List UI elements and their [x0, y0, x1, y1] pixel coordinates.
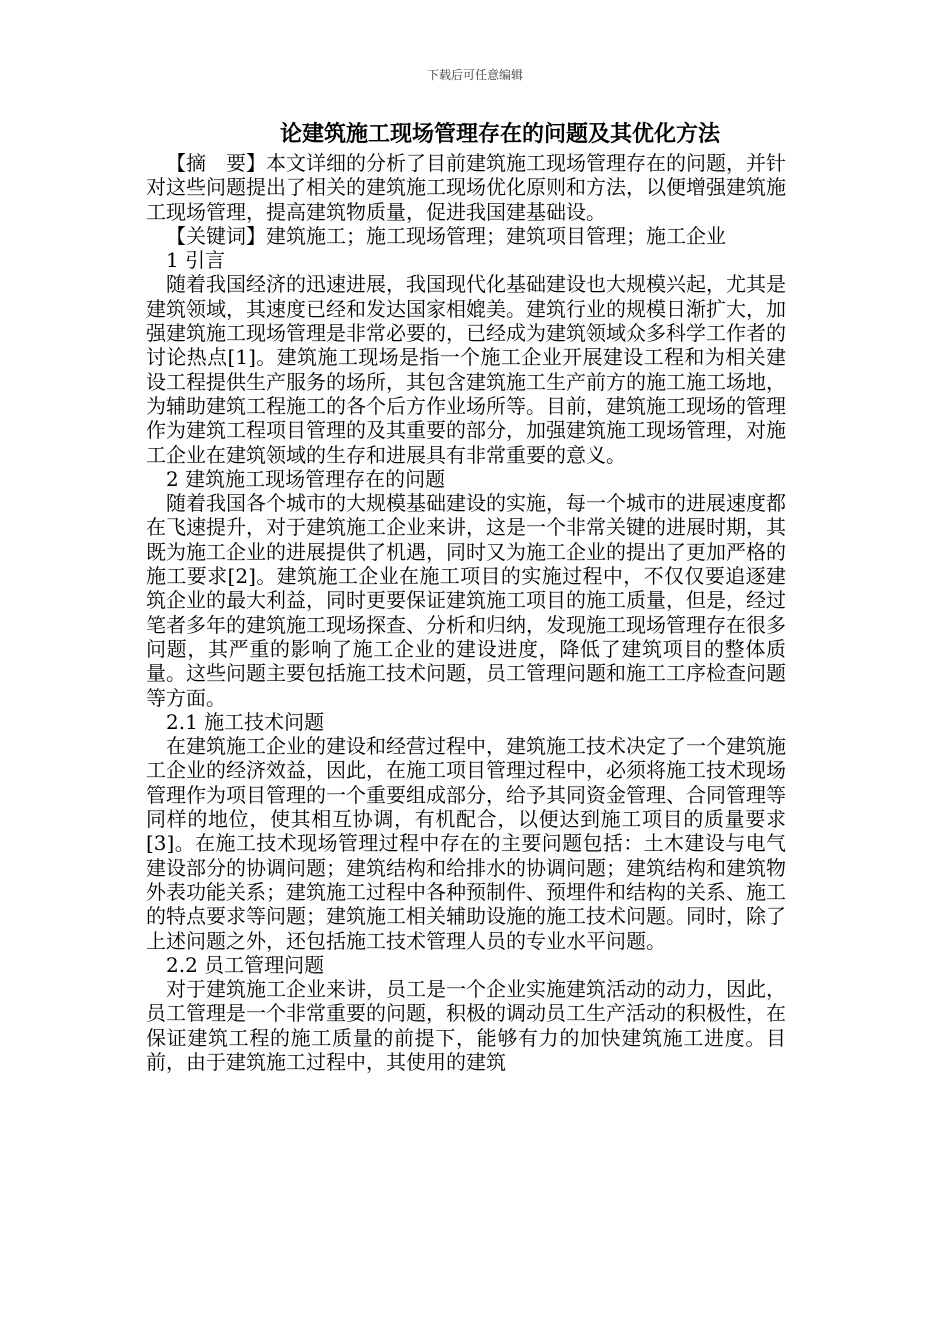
document-body: [146, 151, 786, 1074]
section-heading-introduction: 1 引言: [166, 248, 226, 273]
staff-paragraph: 对于建筑施工企业来讲，员工是一个企业实施建筑活动的动力，因此，员工管理是一个非常重要的问题，积极的调动员工生产活动的积极性，在保证建筑工程的施工质量的前提下，能够有力的加快建筑施工进度。目前，由于建筑施工过程中，其使用的建筑: [146, 977, 786, 1074]
section-heading-problems: 2 建筑施工现场管理存在的问题: [166, 466, 446, 491]
keywords-paragraph: 【关键词】建筑施工；施工现场管理；建筑项目管理；施工企业: [166, 223, 726, 248]
problems-paragraph: 随着我国各个城市的大规模基础建设的实施，每一个城市的进展速度都在飞速提升，对于建筑施工企业来讲，这是一个非常关键的进展时期，其既为施工企业的进展提供了机遇，同时又为施工企业的提出了更加严格的施工要求[2]。建筑施工企业在施工项目的实施过程中，不仅仅要追逐建筑企业的最大利益，同时更要保证建筑施工项目的施工质量，但是，经过笔者多年的建筑施工现场探查、分析和归纳，发现施工现场管理存在很多问题，其严重的影响了施工企业的建设进度，降低了建筑项目的整体质量。这些问题主要包括施工技术问题，员工管理问题和施工工序检查问题等方面。: [146, 491, 786, 710]
abstract-paragraph: 【摘 要】本文详细的分析了目前建筑施工现场管理存在的问题，并针对这些问题提出了相关的建筑施工现场优化原则和方法，以便增强建筑施工现场管理，提高建筑物质量，促进我国建基础设。: [146, 151, 786, 224]
introduction-paragraph: 随着我国经济的迅速进展，我国现代化基础建设也大规模兴起，尤其是建筑领域，其速度已经和发达国家相媲美。建筑行业的规模日渐扩大，加强建筑施工现场管理是非常必要的，已经成为建筑领域众多科学工作者的讨论热点[1]。建筑施工现场是指一个施工企业开展建设工程和为相关建设工程提供生产服务的场所，其包含建筑施工生产前方的施工施工场地，为辅助建筑工程施工的各个后方作业场所等。目前，建筑施工现场的管理作为建筑工程项目管理的及其重要的部分，加强建筑施工现场管理，对施工企业在建筑领域的生存和进展具有非常重要的意义。: [146, 272, 786, 467]
document-title: 论建筑施工现场管理存在的问题及其优化方法: [279, 122, 720, 147]
subsection-heading-staff: 2.2 员工管理问题: [166, 952, 325, 977]
technical-paragraph: 在建筑施工企业的建设和经营过程中，建筑施工技术决定了一个建筑施工企业的经济效益，因此，在施工项目管理过程中，必须将施工技术现场管理作为项目管理的一个重要组成部分，给予其同资金管理、合同管理等同样的地位，使其相互协调，有机配合，以便达到施工项目的质量要求[3]。在施工技术现场管理过程中存在的主要问题包括：土木建设与电气建设部分的协调问题；建筑结构和给排水的协调问题；建筑结构和建筑物外表功能关系；建筑施工过程中各种预制件、预埋件和结构的关系、施工的特点要求等问题；建筑施工相关辅助设施的施工技术问题。同时，除了上述问题之外，还包括施工技术管理人员的专业水平问题。: [146, 734, 786, 953]
subsection-heading-technical: 2.1 施工技术问题: [166, 709, 325, 734]
page-header-note: 下载后可任意编辑: [426, 68, 523, 82]
